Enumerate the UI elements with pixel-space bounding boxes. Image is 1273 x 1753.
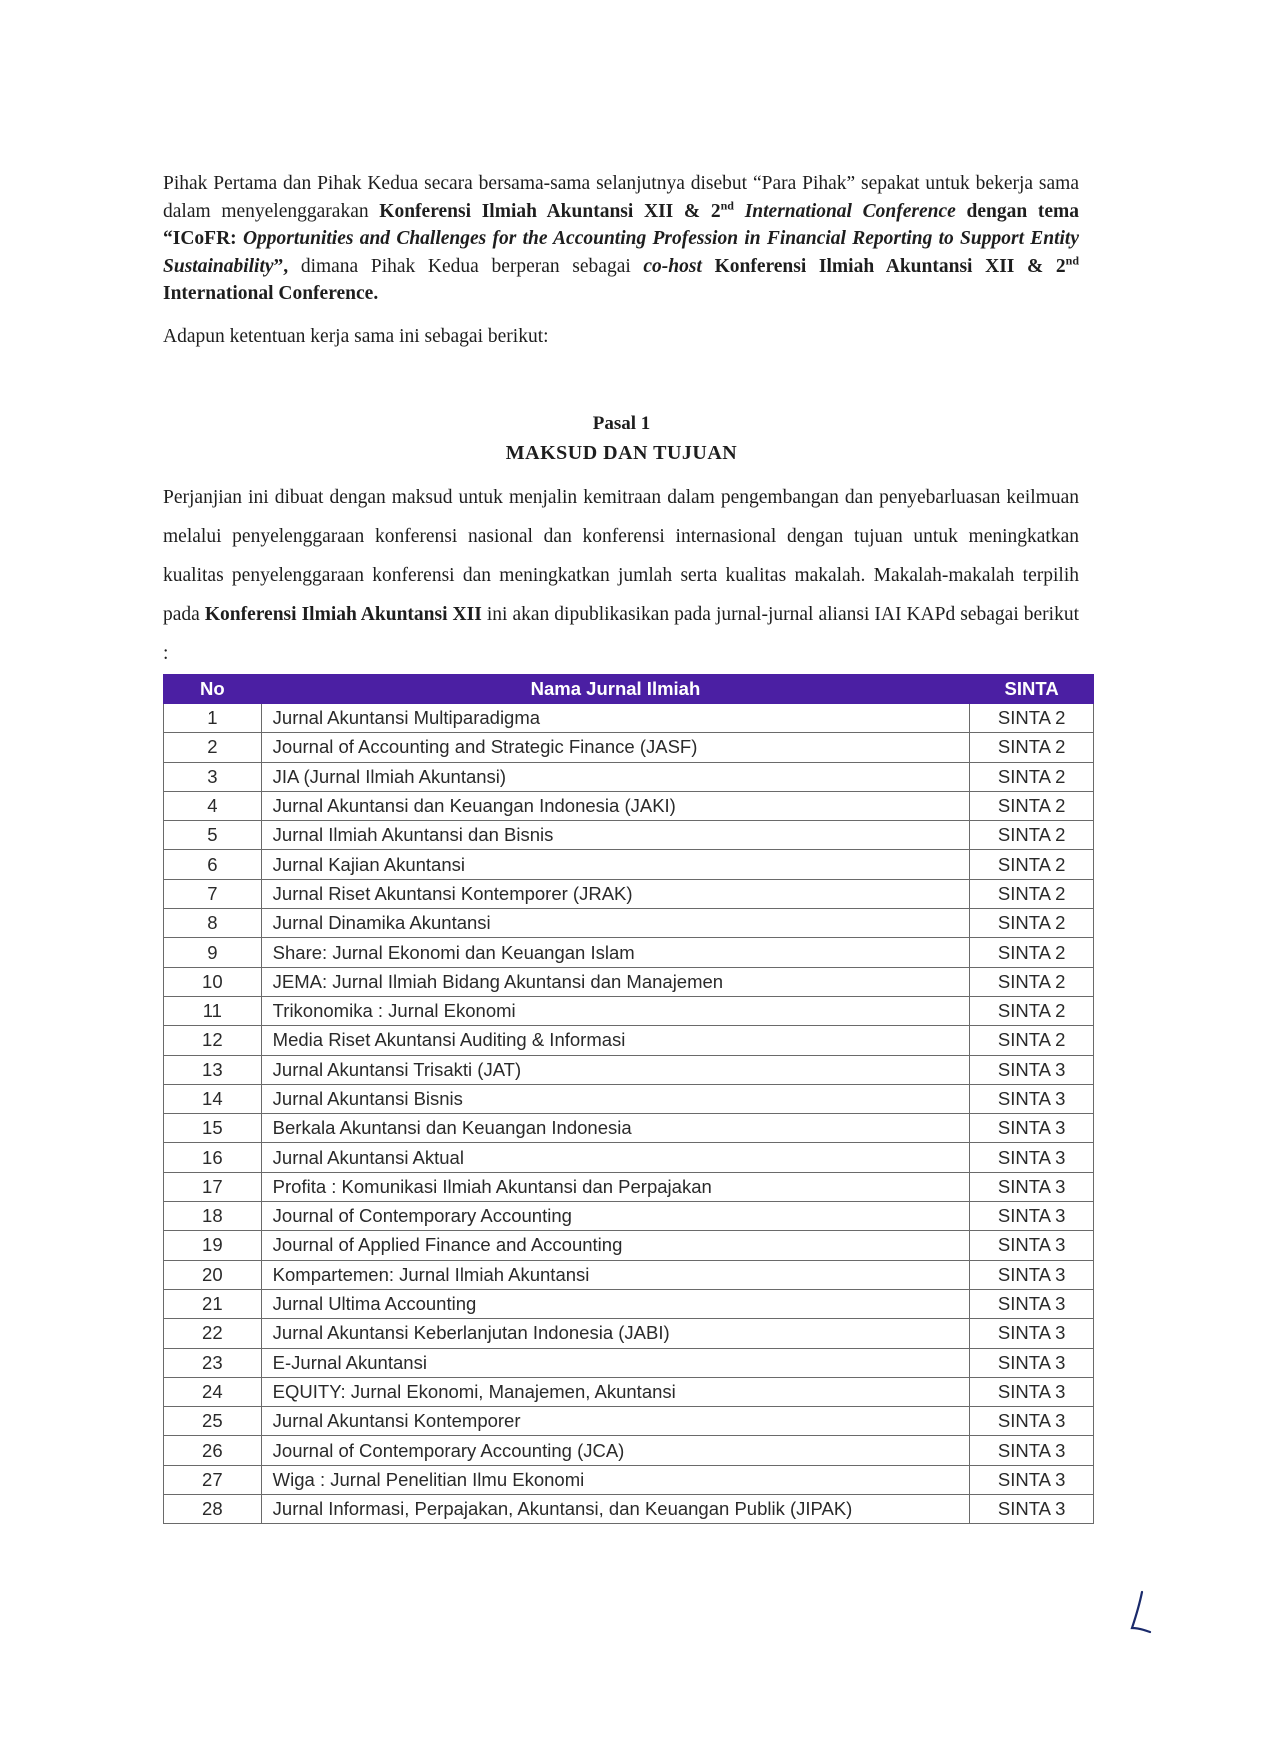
cell-journal-name: JEMA: Jurnal Ilmiah Bidang Akuntansi dan Manajemen — [261, 967, 970, 996]
table-row — [164, 996, 1094, 1025]
cell-no: 12 — [164, 1026, 262, 1055]
cell-no: 1 — [164, 704, 262, 733]
article-title: MAKSUD DAN TUJUAN — [505, 442, 738, 464]
cell-journal-name: Jurnal Riset Akuntansi Kontemporer (JRAK) — [261, 879, 970, 908]
conference-name-1: Konferensi Ilmiah Akuntansi XII & 2 — [379, 200, 721, 222]
table-row — [164, 1436, 1094, 1465]
cell-no: 24 — [164, 1377, 262, 1406]
cell-sinta: SINTA 3 — [970, 1436, 1094, 1465]
cell-journal-name: Jurnal Dinamika Akuntansi — [261, 909, 970, 938]
table-row — [164, 1319, 1094, 1348]
cell-sinta: SINTA 3 — [970, 1377, 1094, 1406]
cell-no: 28 — [164, 1495, 262, 1524]
table-row — [164, 1289, 1094, 1318]
cell-journal-name: Berkala Akuntansi dan Keuangan Indonesia — [261, 1114, 970, 1143]
cell-journal-name: Jurnal Kajian Akuntansi — [261, 850, 970, 879]
intro-paragraph — [163, 170, 1079, 308]
cell-sinta: SINTA 2 — [970, 821, 1094, 850]
cell-no: 21 — [164, 1289, 262, 1318]
table-row — [164, 1495, 1094, 1524]
cell-no: 16 — [164, 1143, 262, 1172]
provisions-intro: Adapun ketentuan kerja sama ini sebagai berikut: — [163, 326, 549, 347]
cell-journal-name: Jurnal Ilmiah Akuntansi dan Bisnis — [261, 821, 970, 850]
cell-sinta: SINTA 2 — [970, 996, 1094, 1025]
cell-journal-name: Journal of Applied Finance and Accounting — [261, 1231, 970, 1260]
cell-sinta: SINTA 2 — [970, 791, 1094, 820]
cell-no: 15 — [164, 1114, 262, 1143]
cell-sinta: SINTA 3 — [970, 1231, 1094, 1260]
table-row — [164, 1055, 1094, 1084]
intro-text-1: Pihak Pertama dan Pihak Kedua secara bersama-sama selanjutnya disebut “Para Pihak” sepakat untuk bekerja sama dalam menyelenggarakan — [163, 173, 1079, 222]
table-row — [164, 1172, 1094, 1201]
cell-no: 22 — [164, 1319, 262, 1348]
cell-no: 19 — [164, 1231, 262, 1260]
cell-journal-name: Jurnal Akuntansi Kontemporer — [261, 1407, 970, 1436]
cell-no: 7 — [164, 879, 262, 908]
cell-sinta: SINTA 3 — [970, 1289, 1094, 1318]
cell-journal-name: Jurnal Akuntansi Multiparadigma — [261, 704, 970, 733]
conference-name-international: International Conference — [744, 200, 956, 222]
cell-sinta: SINTA 2 — [970, 938, 1094, 967]
table-row — [164, 850, 1094, 879]
table-row — [164, 967, 1094, 996]
cell-no: 10 — [164, 967, 262, 996]
cell-sinta: SINTA 2 — [970, 967, 1094, 996]
ordinal-suffix-2: nd — [1065, 253, 1080, 267]
cell-no: 20 — [164, 1260, 262, 1289]
header-journal-name: Nama Jurnal Ilmiah — [261, 675, 970, 704]
cell-journal-name: Journal of Accounting and Strategic Finance (JASF) — [261, 733, 970, 762]
table-row — [164, 1202, 1094, 1231]
cell-no: 23 — [164, 1348, 262, 1377]
cell-journal-name: Profita : Komunikasi Ilmiah Akuntansi dan Perpajakan — [261, 1172, 970, 1201]
cell-journal-name: Trikonomika : Jurnal Ekonomi — [261, 996, 970, 1025]
cell-journal-name: Journal of Contemporary Accounting — [261, 1202, 970, 1231]
cell-sinta: SINTA 2 — [970, 1026, 1094, 1055]
cell-journal-name: Jurnal Akuntansi Bisnis — [261, 1084, 970, 1113]
cell-sinta: SINTA 2 — [970, 733, 1094, 762]
table-row — [164, 1231, 1094, 1260]
cell-no: 13 — [164, 1055, 262, 1084]
cell-sinta: SINTA 2 — [970, 879, 1094, 908]
article-text-1: Perjanjian ini dibuat dengan maksud untuk menjalin kemitraan dalam pengembangan dan penyebarluasan keilmuan melalui penyelenggaraan konferensi nasional dan konferensi internasional dengan tujuan untuk meningkatkan kualitas penyelenggaraan konferensi dan meningkatkan jumlah serta kualitas makalah. Makalah-makalah terpilih pada — [163, 487, 1079, 625]
table-row — [164, 1407, 1094, 1436]
cell-sinta: SINTA 3 — [970, 1260, 1094, 1289]
table-row — [164, 1026, 1094, 1055]
theme-close-quote: ”, — [273, 255, 289, 277]
conference-name-2: Konferensi Ilmiah Akuntansi XII & 2 — [714, 255, 1066, 277]
table-row — [164, 909, 1094, 938]
cell-no: 6 — [164, 850, 262, 879]
table-row — [164, 1348, 1094, 1377]
cell-no: 8 — [164, 909, 262, 938]
cell-journal-name: Journal of Contemporary Accounting (JCA) — [261, 1436, 970, 1465]
ordinal-suffix-1: nd — [720, 198, 734, 212]
cell-sinta: SINTA 3 — [970, 1495, 1094, 1524]
intro-text-2: dimana Pihak Kedua berperan sebagai — [288, 255, 644, 277]
handwritten-initial — [1120, 1588, 1160, 1636]
cell-journal-name: E-Jurnal Akuntansi — [261, 1348, 970, 1377]
cell-journal-name: Wiga : Jurnal Penelitian Ilmu Ekonomi — [261, 1465, 970, 1494]
theme-title: Opportunities and Challenges for the Accounting Profession in Financial Reporting to Support Entity Sustainability — [163, 228, 1080, 277]
journal-table — [163, 674, 1094, 1524]
cell-journal-name: Media Riset Akuntansi Auditing & Informasi — [261, 1026, 970, 1055]
table-row — [164, 1465, 1094, 1494]
table-row — [164, 1377, 1094, 1406]
cell-sinta: SINTA 3 — [970, 1202, 1094, 1231]
table-row — [164, 791, 1094, 820]
cell-journal-name: Jurnal Akuntansi dan Keuangan Indonesia (JAKI) — [261, 791, 970, 820]
cell-journal-name: EQUITY: Jurnal Ekonomi, Manajemen, Akuntansi — [261, 1377, 970, 1406]
table-row — [164, 733, 1094, 762]
cell-sinta: SINTA 3 — [970, 1143, 1094, 1172]
cell-sinta: SINTA 3 — [970, 1055, 1094, 1084]
cohost-term: co-host — [643, 255, 702, 277]
table-row — [164, 1260, 1094, 1289]
table-row — [164, 1114, 1094, 1143]
cell-sinta: SINTA 3 — [970, 1319, 1094, 1348]
cell-sinta: SINTA 3 — [970, 1465, 1094, 1494]
cell-journal-name: Share: Jurnal Ekonomi dan Keuangan Islam — [261, 938, 970, 967]
cell-no: 17 — [164, 1172, 262, 1201]
table-row — [164, 821, 1094, 850]
cell-no: 9 — [164, 938, 262, 967]
header-sinta: SINTA — [970, 675, 1094, 704]
cell-sinta: SINTA 2 — [970, 850, 1094, 879]
conference-name-2-tail: International Conference. — [163, 283, 379, 304]
cell-sinta: SINTA 3 — [970, 1084, 1094, 1113]
cell-no: 3 — [164, 762, 262, 791]
cell-sinta: SINTA 3 — [970, 1114, 1094, 1143]
table-row — [164, 762, 1094, 791]
header-no: No — [164, 675, 262, 704]
journal-table-body — [164, 704, 1094, 1524]
cell-sinta: SINTA 2 — [970, 704, 1094, 733]
cell-journal-name: Jurnal Akuntansi Keberlanjutan Indonesia (JABI) — [261, 1319, 970, 1348]
cell-no: 2 — [164, 733, 262, 762]
cell-journal-name: JIA (Jurnal Ilmiah Akuntansi) — [261, 762, 970, 791]
theme-lead: dengan tema “ICoFR: — [163, 200, 1080, 249]
cell-no: 14 — [164, 1084, 262, 1113]
article-number: Pasal 1 — [592, 413, 651, 434]
table-header-row — [164, 675, 1094, 704]
table-row — [164, 879, 1094, 908]
cell-journal-name: Kompartemen: Jurnal Ilmiah Akuntansi — [261, 1260, 970, 1289]
cell-no: 5 — [164, 821, 262, 850]
cell-journal-name: Jurnal Akuntansi Aktual — [261, 1143, 970, 1172]
cell-sinta: SINTA 2 — [970, 909, 1094, 938]
table-row — [164, 704, 1094, 733]
cell-no: 26 — [164, 1436, 262, 1465]
cell-sinta: SINTA 3 — [970, 1348, 1094, 1377]
article-paragraph — [163, 478, 1079, 673]
cell-no: 25 — [164, 1407, 262, 1436]
cell-no: 27 — [164, 1465, 262, 1494]
article-conference-name: Konferensi Ilmiah Akuntansi XII — [204, 604, 482, 625]
cell-no: 18 — [164, 1202, 262, 1231]
cell-no: 11 — [164, 996, 262, 1025]
cell-sinta: SINTA 3 — [970, 1407, 1094, 1436]
cell-sinta: SINTA 3 — [970, 1172, 1094, 1201]
cell-sinta: SINTA 2 — [970, 762, 1094, 791]
cell-journal-name: Jurnal Ultima Accounting — [261, 1289, 970, 1318]
table-row — [164, 1143, 1094, 1172]
table-row — [164, 1084, 1094, 1113]
cell-no: 4 — [164, 791, 262, 820]
cell-journal-name: Jurnal Informasi, Perpajakan, Akuntansi, dan Keuangan Publik (JIPAK) — [261, 1495, 970, 1524]
article-text-2: ini akan dipublikasikan pada jurnal-jurnal aliansi IAI KAPd sebagai berikut : — [163, 604, 1079, 664]
table-row — [164, 938, 1094, 967]
cell-journal-name: Jurnal Akuntansi Trisakti (JAT) — [261, 1055, 970, 1084]
